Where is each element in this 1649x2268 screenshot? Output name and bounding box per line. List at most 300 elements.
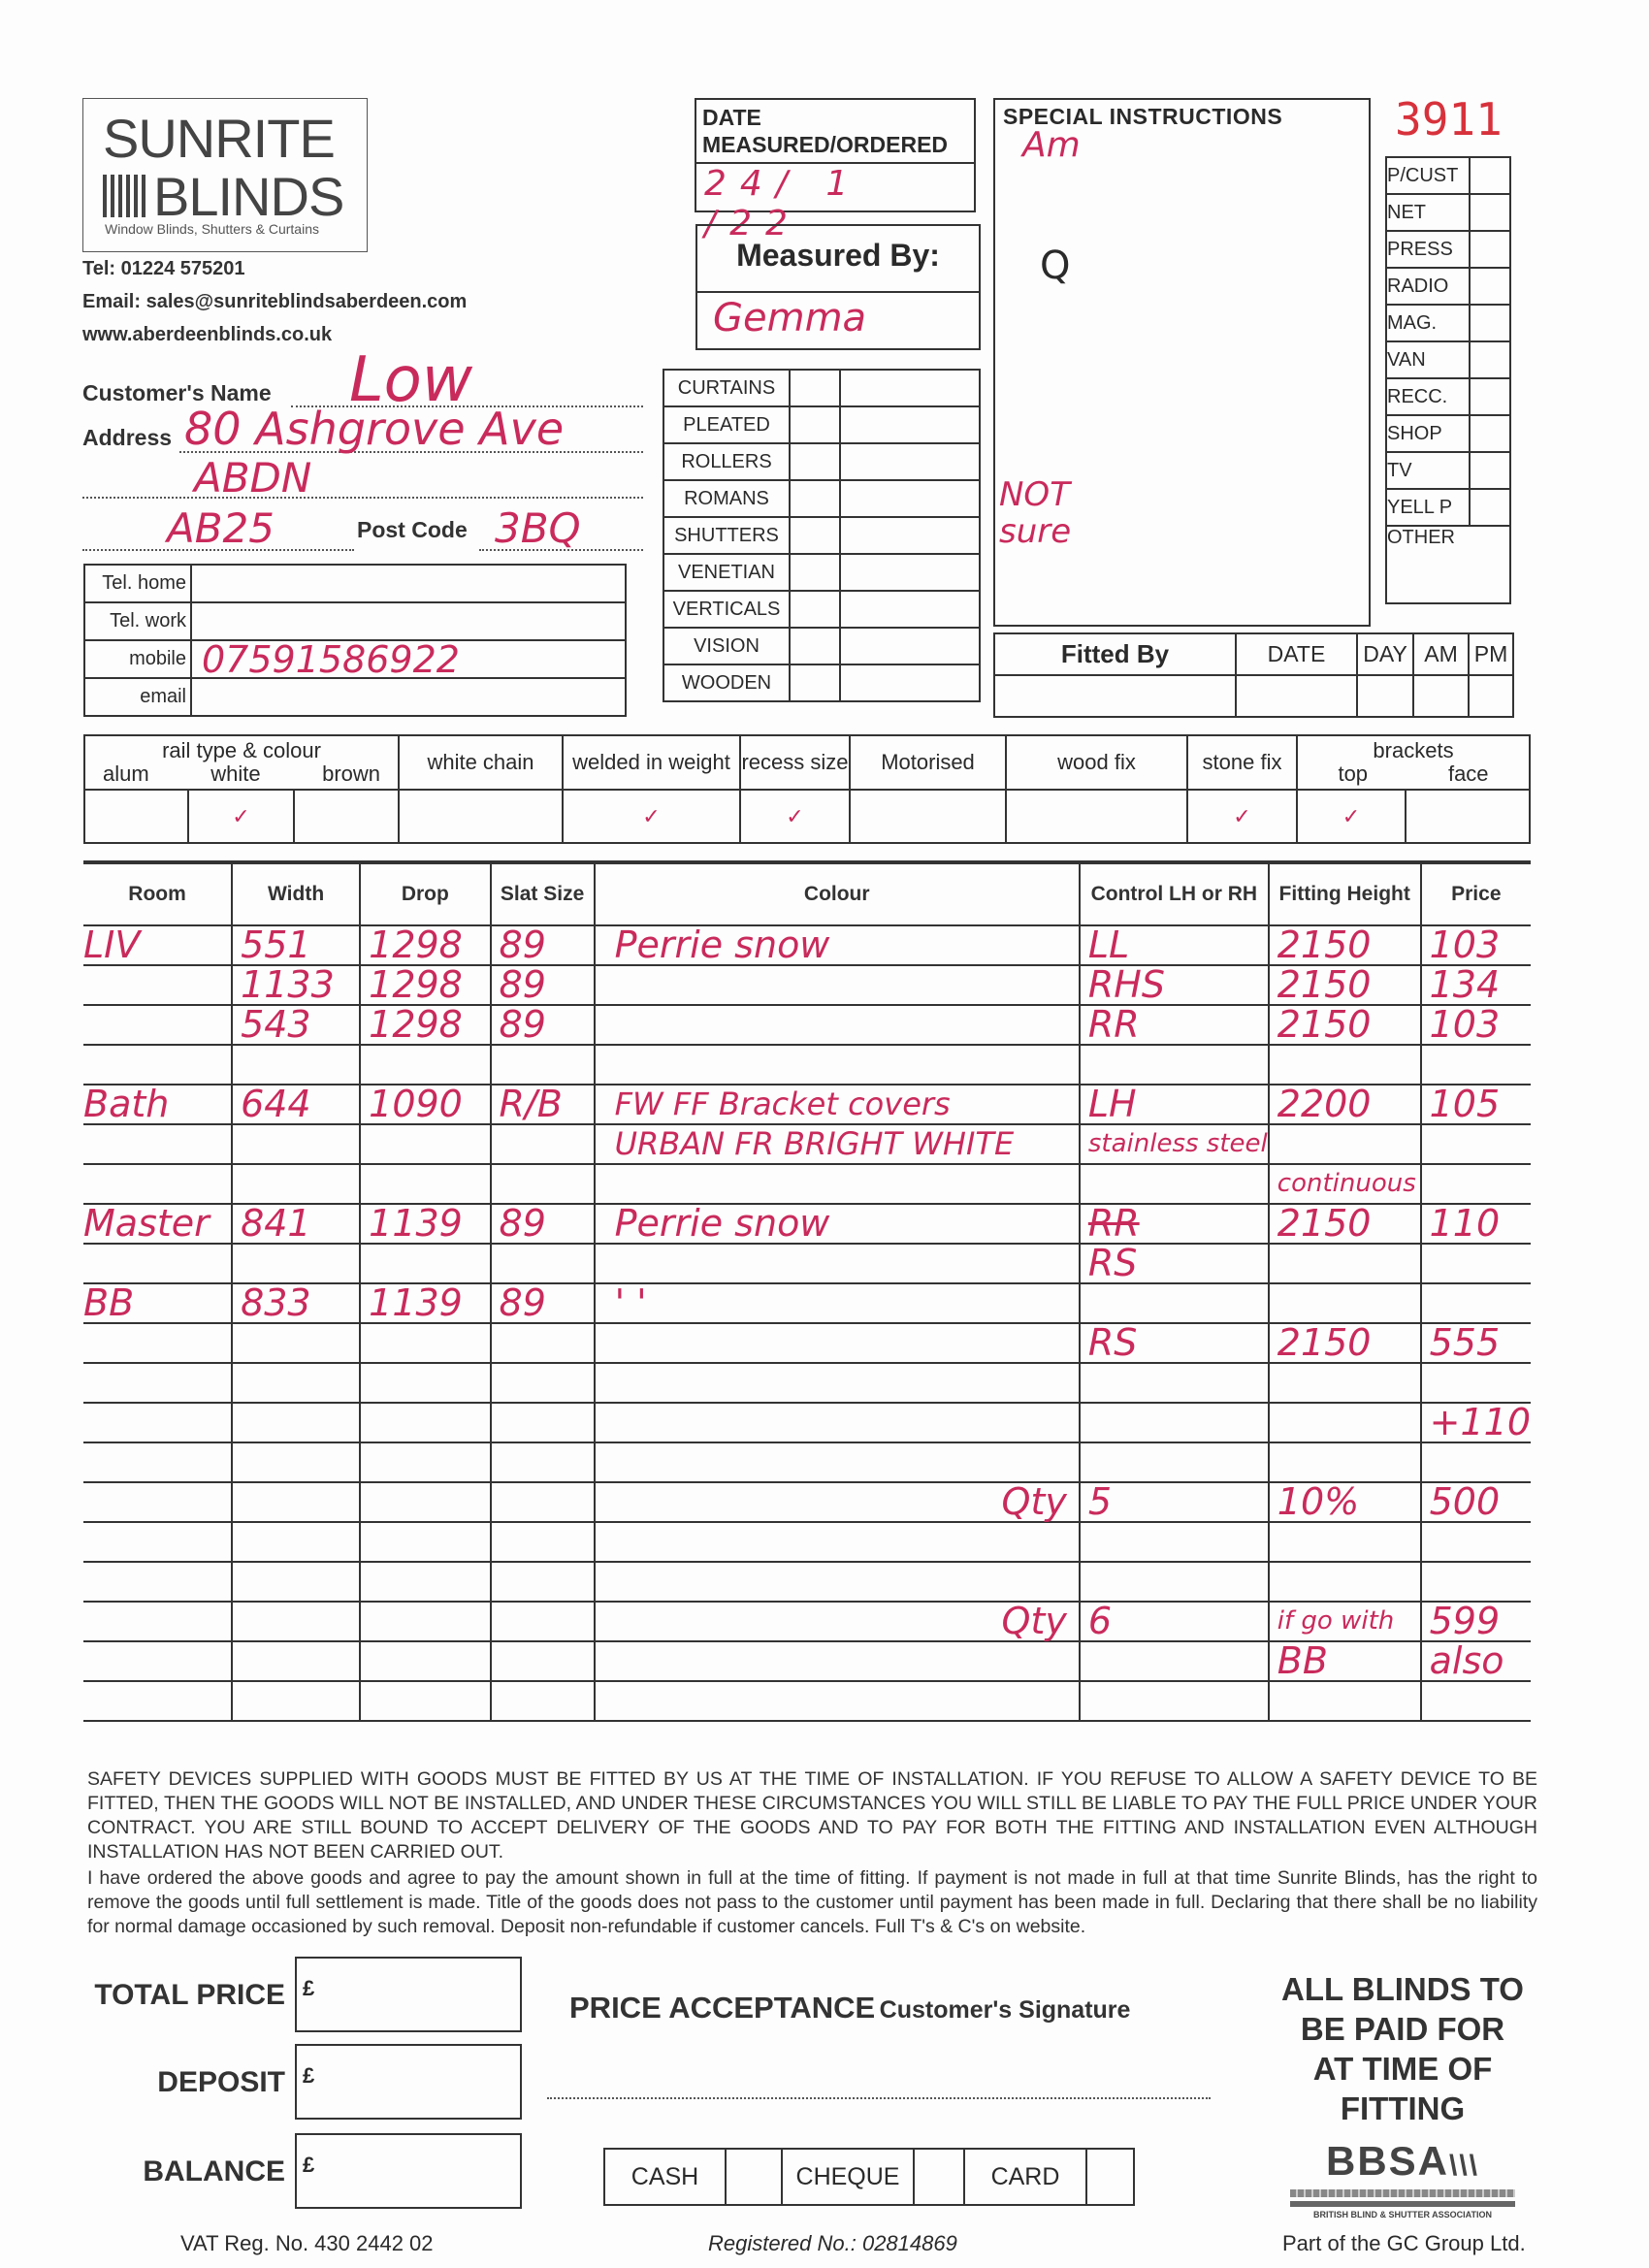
cell-room[interactable]: BB bbox=[83, 1283, 232, 1323]
source-checkbox[interactable] bbox=[1470, 268, 1510, 305]
cell-drop[interactable]: 1139 bbox=[360, 1283, 490, 1323]
cell-room[interactable] bbox=[83, 1482, 232, 1522]
cell-fitting-height[interactable] bbox=[1269, 1283, 1421, 1323]
cell-colour[interactable]: Perrie snow bbox=[595, 925, 1080, 965]
logo-name-line1: SUNRITE bbox=[103, 108, 335, 169]
cell-control[interactable] bbox=[1080, 1045, 1269, 1085]
date-label: DATE MEASURED/ORDERED bbox=[702, 105, 949, 157]
motorised-checkbox[interactable] bbox=[850, 790, 1006, 843]
cell-control[interactable] bbox=[1080, 1442, 1269, 1482]
agreement-text: I have ordered the above goods and agree to pay the amount shown in full at the time of fitting. If payment is not made in full at that time Sunrite Blinds, has the right to remove the goods until full settlement is made. Title of the goods does not pass to the customer until payment has been made in full. Declaring that there shall be no liability for normal damage occasioned by such removal. Deposit non-refundable if customer cancels. Full T's & C's on website. bbox=[87, 1867, 1537, 1937]
cell-drop[interactable]: 1298 bbox=[360, 925, 490, 965]
cell-colour[interactable]: URBAN FR BRIGHT WHITE bbox=[595, 1124, 1080, 1164]
cell-slat-size[interactable] bbox=[491, 1403, 595, 1442]
tel-home-field[interactable] bbox=[191, 565, 626, 602]
cell-drop[interactable] bbox=[360, 1323, 490, 1363]
cell-drop[interactable] bbox=[360, 1602, 490, 1641]
cell-price[interactable]: +110 bbox=[1421, 1403, 1531, 1442]
cell-drop[interactable] bbox=[360, 1562, 490, 1602]
table-row bbox=[83, 1681, 1531, 1721]
notice-line: AT TIME OF bbox=[1312, 2051, 1493, 2087]
cell-drop[interactable]: 1298 bbox=[360, 1005, 490, 1045]
safety-notice: SAFETY DEVICES SUPPLIED WITH GOODS MUST BE FITTED BY US AT THE TIME OF INSTALLATION. IF YOU REFUSE TO ALLOW A SAFETY DEVICE TO BE FITTED, THEN THE GOODS WILL NOT BE INSTALLED, AND UNDER THESE CIRCUMSTANCES YOU WILL STILL BE LIABLE TO PAY THE FULL PRICE UNDER YOUR CONTRACT. YOU ARE STILL BOUND TO ACCEPT DELIVERY OF THE GOODS AND TO PAY FOR BOTH THE FITTING AND INSTALLATION EVEN ALTHOUGH INSTALLATION HAS NOT BEEN CARRIED OUT. bbox=[87, 1768, 1537, 1863]
table-row bbox=[83, 1562, 1531, 1602]
balance-label: BALANCE bbox=[143, 2155, 285, 2187]
cell-colour[interactable] bbox=[595, 1323, 1080, 1363]
cell-width[interactable] bbox=[232, 1363, 360, 1403]
fitted-pm-label: PM bbox=[1469, 633, 1513, 675]
cell-room[interactable] bbox=[83, 965, 232, 1005]
cell-control[interactable] bbox=[1080, 1562, 1269, 1602]
cell-fitting-height[interactable]: 2150 bbox=[1269, 1005, 1421, 1045]
cell-drop[interactable] bbox=[360, 1363, 490, 1403]
product-notes-field[interactable] bbox=[840, 517, 980, 554]
cell-room[interactable] bbox=[83, 1522, 232, 1562]
bbsa-logo: BBSA\\\ BRITISH BLIND & SHUTTER ASSOCIATION bbox=[1290, 2142, 1515, 2219]
fitted-am-field[interactable] bbox=[1413, 675, 1469, 717]
product-qty-field[interactable] bbox=[790, 664, 840, 701]
cell-slat-size[interactable] bbox=[491, 1323, 595, 1363]
cell-drop[interactable] bbox=[360, 1681, 490, 1721]
balance-field[interactable] bbox=[295, 2133, 522, 2209]
mobile-field[interactable]: 07591586922 bbox=[191, 640, 626, 678]
source-checkbox[interactable] bbox=[1470, 341, 1510, 378]
cell-slat-size[interactable]: 89 bbox=[491, 1204, 595, 1244]
cell-slat-size[interactable] bbox=[491, 1244, 595, 1283]
cell-drop[interactable] bbox=[360, 1442, 490, 1482]
source-checkbox[interactable] bbox=[1470, 378, 1510, 415]
fitted-by-field[interactable] bbox=[994, 675, 1236, 717]
cell-fitting-height[interactable] bbox=[1269, 1522, 1421, 1562]
cell-colour[interactable] bbox=[595, 1403, 1080, 1442]
card-checkbox[interactable] bbox=[1086, 2149, 1134, 2205]
postcode-value[interactable]: 3BQ bbox=[495, 504, 581, 552]
cell-slat-size[interactable] bbox=[491, 1602, 595, 1641]
date-value[interactable]: 24/ 1 /22 bbox=[704, 164, 862, 243]
notice-line: ALL BLINDS TO bbox=[1281, 1971, 1524, 2007]
product-notes-field[interactable] bbox=[840, 406, 980, 443]
cell-width[interactable] bbox=[232, 1045, 360, 1085]
product-notes-field[interactable] bbox=[840, 628, 980, 664]
cell-width[interactable]: 841 bbox=[232, 1204, 360, 1244]
cell-width[interactable] bbox=[232, 1482, 360, 1522]
cell-colour[interactable]: Qty bbox=[595, 1482, 1080, 1522]
instruction-note-q[interactable]: Q bbox=[1040, 243, 1071, 288]
cell-drop[interactable]: 1139 bbox=[360, 1204, 490, 1244]
cell-room[interactable] bbox=[83, 1323, 232, 1363]
deposit-field[interactable] bbox=[295, 2044, 522, 2120]
cell-fitting-height[interactable] bbox=[1269, 1562, 1421, 1602]
cell-price[interactable]: 555 bbox=[1421, 1323, 1531, 1363]
signature-line[interactable] bbox=[547, 2097, 1211, 2099]
cell-width[interactable] bbox=[232, 1641, 360, 1681]
source-checkbox[interactable] bbox=[1470, 157, 1510, 194]
product-label: ROMANS bbox=[663, 480, 790, 517]
cell-price[interactable]: 599 bbox=[1421, 1602, 1531, 1641]
column-header-fitting-height: Fitting Height bbox=[1269, 862, 1421, 925]
registered-number: Registered No.: 02814869 bbox=[708, 2231, 957, 2255]
cell-fitting-height[interactable]: 2150 bbox=[1269, 1204, 1421, 1244]
cell-room[interactable]: Bath bbox=[83, 1085, 232, 1124]
cell-fitting-height[interactable] bbox=[1269, 1403, 1421, 1442]
cell-slat-size[interactable] bbox=[491, 1562, 595, 1602]
cell-room[interactable]: Master bbox=[83, 1204, 232, 1244]
cell-control[interactable]: 6 bbox=[1080, 1602, 1269, 1641]
cell-colour[interactable] bbox=[595, 965, 1080, 1005]
cell-control[interactable] bbox=[1080, 1403, 1269, 1442]
cell-width[interactable] bbox=[232, 1124, 360, 1164]
cell-price[interactable] bbox=[1421, 1124, 1531, 1164]
cell-drop[interactable] bbox=[360, 1522, 490, 1562]
instruction-note-am[interactable]: Am bbox=[1022, 125, 1081, 165]
cell-fitting-height[interactable] bbox=[1269, 1442, 1421, 1482]
cell-colour[interactable] bbox=[595, 1164, 1080, 1204]
cell-price[interactable]: 500 bbox=[1421, 1482, 1531, 1522]
deposit-label: DEPOSIT bbox=[157, 2066, 285, 2098]
recess-size-label: recess size bbox=[740, 735, 850, 790]
cell-price[interactable] bbox=[1421, 1045, 1531, 1085]
cell-room[interactable] bbox=[83, 1363, 232, 1403]
cell-slat-size[interactable] bbox=[491, 1164, 595, 1204]
cell-drop[interactable] bbox=[360, 1244, 490, 1283]
cell-width[interactable] bbox=[232, 1323, 360, 1363]
cell-slat-size[interactable]: 89 bbox=[491, 925, 595, 965]
tel-work-label: Tel. work bbox=[84, 602, 191, 640]
source-checkbox[interactable] bbox=[1470, 452, 1510, 489]
options-table bbox=[83, 734, 1531, 844]
column-header-colour: Colour bbox=[595, 862, 1080, 925]
group-text: Part of the GC Group Ltd. bbox=[1282, 2231, 1526, 2255]
product-label: SHUTTERS bbox=[663, 517, 790, 554]
source-label: YELL P bbox=[1386, 489, 1470, 526]
cell-control[interactable]: RS bbox=[1080, 1323, 1269, 1363]
product-qty-field[interactable] bbox=[790, 370, 840, 406]
cell-slat-size[interactable] bbox=[491, 1442, 595, 1482]
cell-control[interactable] bbox=[1080, 1681, 1269, 1721]
cell-control[interactable]: 5 bbox=[1080, 1482, 1269, 1522]
source-checkbox[interactable] bbox=[1470, 305, 1510, 341]
source-checkbox[interactable] bbox=[1470, 231, 1510, 268]
cell-fitting-height[interactable] bbox=[1269, 1681, 1421, 1721]
product-notes-field[interactable] bbox=[840, 480, 980, 517]
cheque-checkbox[interactable] bbox=[914, 2149, 964, 2205]
product-label: VENETIAN bbox=[663, 554, 790, 591]
cell-room[interactable] bbox=[83, 1124, 232, 1164]
cell-room[interactable] bbox=[83, 1403, 232, 1442]
cell-control[interactable] bbox=[1080, 1522, 1269, 1562]
total-price-label: TOTAL PRICE bbox=[94, 1979, 285, 2011]
cell-room[interactable] bbox=[83, 1045, 232, 1085]
white-chain-checkbox[interactable] bbox=[399, 790, 563, 843]
cell-drop[interactable] bbox=[360, 1045, 490, 1085]
cell-room[interactable] bbox=[83, 1602, 232, 1641]
cell-colour[interactable] bbox=[595, 1442, 1080, 1482]
cell-width[interactable] bbox=[232, 1602, 360, 1641]
product-notes-field[interactable] bbox=[840, 554, 980, 591]
customer-name-label: Customer's Name bbox=[82, 380, 272, 405]
address-line1[interactable]: 80 Ashgrove Ave bbox=[184, 403, 565, 455]
cell-colour[interactable] bbox=[595, 1681, 1080, 1721]
tel-home-label: Tel. home bbox=[84, 565, 191, 602]
cell-price[interactable] bbox=[1421, 1442, 1531, 1482]
cash-checkbox[interactable] bbox=[726, 2149, 782, 2205]
cell-room[interactable] bbox=[83, 1244, 232, 1283]
cell-slat-size[interactable] bbox=[491, 1681, 595, 1721]
cell-fitting-height[interactable] bbox=[1269, 1363, 1421, 1403]
product-notes-field[interactable] bbox=[840, 591, 980, 628]
cell-slat-size[interactable] bbox=[491, 1641, 595, 1681]
cell-price[interactable]: 134 bbox=[1421, 965, 1531, 1005]
cell-slat-size[interactable] bbox=[491, 1045, 595, 1085]
cell-drop[interactable] bbox=[360, 1482, 490, 1522]
cell-price[interactable]: 105 bbox=[1421, 1085, 1531, 1124]
payment-notice bbox=[1261, 1969, 1544, 2128]
cell-control[interactable] bbox=[1080, 1641, 1269, 1681]
cell-width[interactable]: 644 bbox=[232, 1085, 360, 1124]
cell-fitting-height[interactable] bbox=[1269, 1045, 1421, 1085]
table-row bbox=[83, 1204, 1531, 1244]
product-qty-field[interactable] bbox=[790, 517, 840, 554]
address-label: Address bbox=[82, 425, 173, 450]
white-checkbox[interactable]: ✓ bbox=[188, 790, 294, 843]
cell-room[interactable] bbox=[83, 1641, 232, 1681]
motorised-label: Motorised bbox=[850, 735, 1006, 790]
measured-by-value[interactable]: Gemma bbox=[713, 296, 867, 340]
product-label: CURTAINS bbox=[663, 370, 790, 406]
brackets-label: brackets bbox=[1373, 738, 1454, 762]
cell-price[interactable] bbox=[1421, 1244, 1531, 1283]
product-notes-field[interactable] bbox=[840, 443, 980, 480]
source-label: PRESS bbox=[1386, 231, 1470, 268]
cell-fitting-height[interactable]: 2150 bbox=[1269, 965, 1421, 1005]
source-table bbox=[1385, 156, 1511, 604]
recess-size-checkbox[interactable]: ✓ bbox=[740, 790, 850, 843]
special-instructions-label: SPECIAL INSTRUCTIONS bbox=[1003, 104, 1283, 129]
cell-fitting-height[interactable]: 2150 bbox=[1269, 925, 1421, 965]
source-checkbox[interactable] bbox=[1470, 489, 1510, 526]
cell-width[interactable]: 1133 bbox=[232, 965, 360, 1005]
cell-colour[interactable]: Perrie snow bbox=[595, 1204, 1080, 1244]
product-notes-field[interactable] bbox=[840, 664, 980, 701]
email-field[interactable] bbox=[191, 678, 626, 716]
product-qty-field[interactable] bbox=[790, 554, 840, 591]
cell-width[interactable] bbox=[232, 1403, 360, 1442]
cell-drop[interactable] bbox=[360, 1641, 490, 1681]
fitted-date-field[interactable] bbox=[1236, 675, 1357, 717]
cash-label: CASH bbox=[604, 2149, 726, 2205]
product-qty-field[interactable] bbox=[790, 591, 840, 628]
cell-room[interactable] bbox=[83, 1005, 232, 1045]
cell-price[interactable] bbox=[1421, 1562, 1531, 1602]
tel-work-field[interactable] bbox=[191, 602, 626, 640]
cell-fitting-height[interactable]: if go with bbox=[1269, 1602, 1421, 1641]
price-acceptance-title: PRICE ACCEPTANCE bbox=[569, 1991, 876, 2025]
cell-control[interactable]: RR bbox=[1080, 1204, 1269, 1244]
cell-width[interactable] bbox=[232, 1164, 360, 1204]
alum-label: alum bbox=[103, 761, 149, 786]
measured-by-label: Measured By: bbox=[736, 238, 940, 273]
signature-label: Customer's Signature bbox=[879, 1996, 1131, 2024]
cell-control[interactable]: RR bbox=[1080, 1005, 1269, 1045]
table-row bbox=[83, 1602, 1531, 1641]
cell-control[interactable]: RS bbox=[1080, 1244, 1269, 1283]
cell-fitting-height[interactable] bbox=[1269, 1244, 1421, 1283]
cell-slat-size[interactable]: R/B bbox=[491, 1085, 595, 1124]
cell-width[interactable] bbox=[232, 1442, 360, 1482]
cell-slat-size[interactable]: 89 bbox=[491, 1005, 595, 1045]
table-row bbox=[83, 1085, 1531, 1124]
cell-width[interactable] bbox=[232, 1522, 360, 1562]
cheque-label: CHEQUE bbox=[782, 2149, 914, 2205]
cell-fitting-height[interactable]: BB bbox=[1269, 1641, 1421, 1681]
cell-drop[interactable] bbox=[360, 1403, 490, 1442]
product-label: WOODEN bbox=[663, 664, 790, 701]
cell-room[interactable] bbox=[83, 1164, 232, 1204]
cell-slat-size[interactable] bbox=[491, 1482, 595, 1522]
cell-price[interactable]: 110 bbox=[1421, 1204, 1531, 1244]
brown-checkbox[interactable] bbox=[294, 790, 399, 843]
customer-name[interactable]: Low bbox=[349, 344, 473, 416]
mobile-label: mobile bbox=[84, 640, 191, 678]
fitted-day-field[interactable] bbox=[1357, 675, 1413, 717]
table-row bbox=[83, 1403, 1531, 1442]
product-qty-field[interactable] bbox=[790, 480, 840, 517]
cell-width[interactable] bbox=[232, 1681, 360, 1721]
cell-fitting-height[interactable]: continuous bbox=[1269, 1164, 1421, 1204]
welded-weight-checkbox[interactable]: ✓ bbox=[563, 790, 740, 843]
table-row bbox=[83, 1045, 1531, 1085]
cell-drop[interactable] bbox=[360, 1164, 490, 1204]
cell-price[interactable] bbox=[1421, 1363, 1531, 1403]
fitted-pm-field[interactable] bbox=[1469, 675, 1513, 717]
product-qty-field[interactable] bbox=[790, 406, 840, 443]
product-qty-field[interactable] bbox=[790, 443, 840, 480]
brackets-top-checkbox[interactable]: ✓ bbox=[1297, 790, 1406, 843]
measurements-table bbox=[83, 860, 1531, 1722]
stone-fix-checkbox[interactable]: ✓ bbox=[1187, 790, 1297, 843]
postcode-prefix[interactable]: AB25 bbox=[167, 504, 275, 552]
source-checkbox[interactable] bbox=[1470, 526, 1510, 603]
cell-width[interactable]: 833 bbox=[232, 1283, 360, 1323]
cell-colour[interactable]: FW FF Bracket covers bbox=[595, 1085, 1080, 1124]
cell-control[interactable]: LL bbox=[1080, 925, 1269, 965]
column-header-price: Price bbox=[1421, 862, 1531, 925]
product-qty-field[interactable] bbox=[790, 628, 840, 664]
cell-width[interactable] bbox=[232, 1244, 360, 1283]
cell-fitting-height[interactable]: 10% bbox=[1269, 1482, 1421, 1522]
source-checkbox[interactable] bbox=[1470, 415, 1510, 452]
product-notes-field[interactable] bbox=[840, 370, 980, 406]
cell-price[interactable] bbox=[1421, 1283, 1531, 1323]
cell-slat-size[interactable] bbox=[491, 1363, 595, 1403]
instruction-note-not-sure[interactable]: NOT sure bbox=[999, 475, 1072, 551]
cell-control[interactable]: RHS bbox=[1080, 965, 1269, 1005]
cell-colour[interactable] bbox=[595, 1244, 1080, 1283]
source-label: SHOP bbox=[1386, 415, 1470, 452]
total-price-field[interactable] bbox=[295, 1957, 522, 2032]
cell-width[interactable]: 551 bbox=[232, 925, 360, 965]
measured-by-box bbox=[695, 224, 981, 350]
cell-price[interactable]: 103 bbox=[1421, 925, 1531, 965]
cell-price[interactable] bbox=[1421, 1164, 1531, 1204]
cell-fitting-height[interactable]: 2150 bbox=[1269, 1323, 1421, 1363]
product-type-table bbox=[663, 369, 981, 702]
phone-table bbox=[83, 564, 627, 717]
address-line2[interactable]: ABDN bbox=[194, 454, 312, 502]
cell-colour[interactable] bbox=[595, 1641, 1080, 1681]
cell-colour[interactable]: Qty bbox=[595, 1602, 1080, 1641]
cell-width[interactable]: 543 bbox=[232, 1005, 360, 1045]
alum-checkbox[interactable] bbox=[84, 790, 188, 843]
brackets-face-checkbox[interactable] bbox=[1406, 790, 1530, 843]
cell-room[interactable] bbox=[83, 1442, 232, 1482]
cell-drop[interactable]: 1090 bbox=[360, 1085, 490, 1124]
cell-room[interactable] bbox=[83, 1562, 232, 1602]
source-label: RECC. bbox=[1386, 378, 1470, 415]
cell-price[interactable] bbox=[1421, 1522, 1531, 1562]
special-instructions-box bbox=[993, 98, 1371, 627]
brackets-face-label: face bbox=[1447, 761, 1489, 786]
welded-weight-label: welded in weight bbox=[563, 735, 740, 790]
cell-drop[interactable]: 1298 bbox=[360, 965, 490, 1005]
cell-slat-size[interactable]: 89 bbox=[491, 965, 595, 1005]
product-label: ROLLERS bbox=[663, 443, 790, 480]
white-label: white bbox=[210, 761, 261, 786]
cell-control[interactable] bbox=[1080, 1164, 1269, 1204]
currency-symbol: £ bbox=[303, 1976, 315, 2000]
cell-control[interactable] bbox=[1080, 1363, 1269, 1403]
cell-fitting-height[interactable] bbox=[1269, 1124, 1421, 1164]
source-checkbox[interactable] bbox=[1470, 194, 1510, 231]
cell-room[interactable] bbox=[83, 1681, 232, 1721]
fitted-by-table bbox=[993, 632, 1514, 718]
cell-colour[interactable] bbox=[595, 1045, 1080, 1085]
cell-price[interactable]: also bbox=[1421, 1641, 1531, 1681]
cell-width[interactable] bbox=[232, 1562, 360, 1602]
fitted-by-label: Fitted By bbox=[994, 633, 1236, 675]
source-label: RADIO bbox=[1386, 268, 1470, 305]
source-label: VAN bbox=[1386, 341, 1470, 378]
cell-slat-size[interactable] bbox=[491, 1124, 595, 1164]
brackets-top-label: top bbox=[1338, 761, 1369, 786]
table-row bbox=[83, 1482, 1531, 1522]
cell-colour[interactable] bbox=[595, 1522, 1080, 1562]
postcode-label: Post Code bbox=[357, 517, 468, 542]
cell-drop[interactable] bbox=[360, 1124, 490, 1164]
cell-slat-size[interactable]: 89 bbox=[491, 1283, 595, 1323]
cell-colour[interactable] bbox=[595, 1005, 1080, 1045]
vat-number: VAT Reg. No. 430 2442 02 bbox=[180, 2231, 434, 2255]
cell-colour[interactable] bbox=[595, 1363, 1080, 1403]
cell-control[interactable]: stainless steel bbox=[1080, 1124, 1269, 1164]
wood-fix-label: wood fix bbox=[1006, 735, 1187, 790]
cell-colour[interactable] bbox=[595, 1562, 1080, 1602]
cell-price[interactable] bbox=[1421, 1681, 1531, 1721]
column-header-width: Width bbox=[232, 862, 360, 925]
wood-fix-checkbox[interactable] bbox=[1006, 790, 1187, 843]
cell-control[interactable] bbox=[1080, 1283, 1269, 1323]
table-row bbox=[83, 1124, 1531, 1164]
fitted-day-label: DAY bbox=[1357, 633, 1413, 675]
cell-control[interactable]: LH bbox=[1080, 1085, 1269, 1124]
cell-slat-size[interactable] bbox=[491, 1522, 595, 1562]
cell-colour[interactable]: ' ' bbox=[595, 1283, 1080, 1323]
cell-fitting-height[interactable]: 2200 bbox=[1269, 1085, 1421, 1124]
cell-room[interactable]: LIV bbox=[83, 925, 232, 965]
cell-price[interactable]: 103 bbox=[1421, 1005, 1531, 1045]
table-row bbox=[83, 1442, 1531, 1482]
table-row bbox=[83, 1641, 1531, 1681]
